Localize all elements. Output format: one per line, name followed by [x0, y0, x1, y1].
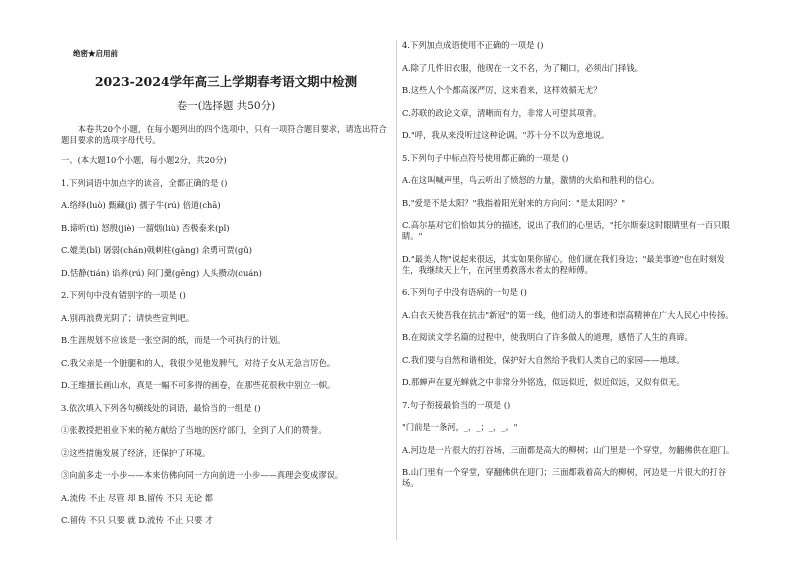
q4-stem: 4.下列加点成语使用不正确的一项是 () — [402, 40, 544, 50]
secret-mark: 绝密★启用前 — [73, 49, 118, 58]
q2-option-d: D.王维擅长画山水，真是一幅不可多得的画卷，在那些花很秋中别立一帜。 — [61, 380, 336, 390]
q7-stem: 7.句子衔接最恰当的一项是 () — [402, 399, 511, 410]
q1-stem: 1.下列词语中加点字的读音，全都正确的是 () — [61, 177, 228, 188]
left-column — [61, 40, 391, 538]
q3-sentence-2: ②这些措施发展了经济，还保护了环境。 — [61, 447, 211, 458]
q6-option-b: B.在阅读文学名篇的过程中，使我明白了许多做人的道理，感悟了人生的真谛。 — [402, 332, 693, 342]
q1-option-d: D.恬静(tián) 谄养(rú) 闷门羹(gēng) 人头攒动(cuán) — [61, 267, 262, 278]
q2-stem: 2.下列句中没有错别字的一项是 () — [61, 290, 186, 300]
q5-option-c: C.高尔基对它们恰如其分的描述，说出了我们的心里话，"托尔斯泰这时眼睛里有一百只眼睛。" — [402, 220, 730, 241]
section-heading: 一、(本大题10个小题，每小题2分，共20分) — [61, 155, 227, 165]
q1-option-c: C.媲美(bǐ) 孱弱(chán)戟刺柱(gàng) 余勇可贾(gǔ) — [61, 245, 252, 255]
q2-option-a: A.别再浪费光阴了；请快些宣判吧。 — [61, 312, 195, 323]
q1-option-a: A.络绎(luò) 甄藏(jì) 孺子牛(rú) 倍道(chā) — [61, 200, 221, 210]
right-column — [402, 40, 736, 501]
q3-stem: 3.依次填入下列各句横线处的词语，最恰当的一组是 () — [61, 402, 261, 413]
page-title: 2023-2024学年高三上学期春考语文期中检测 — [94, 74, 358, 89]
q7-option-b: B.山门里有一个穿堂，穿翻佛供在迎门；三面都栽着高大的柳树，河边是一片很大的打谷场。 — [402, 467, 727, 488]
page-subtitle: 卷一(选择题 共50分) — [176, 100, 276, 112]
q4-option-a: A.除了几件旧衣服，他现在一文不名，为了糊口，必须出门择钱。 — [402, 62, 643, 73]
q3-options-cd: C.留传 不只 只要 就 D.流传 不止 只要 才 — [61, 515, 214, 525]
q5-option-d: D."最美人物"说起来很远，其实如果你留心，他们就在我们身边；"最美事迹"也在时刻发生，我继续天上午，在河里勇救落水者太的程师傅。 — [402, 253, 725, 275]
q3-sentence-3: ③向前多走一小步——本来仿佛向同一方向前进一小步——真理会变成谬误。 — [61, 470, 344, 480]
q7-quote: "门前是一条河，_，_；_，_。" — [402, 422, 518, 432]
q5-stem: 5.下列句子中标点符号使用都正确的一项是 () — [402, 152, 569, 163]
q3-sentence-1: ①张教授把祖业下来的秘方献给了当地的医疗部门，全到了人们的赞誉。 — [61, 425, 327, 435]
q5-option-b: B."爱是不是太阳？"我指着阳光射来的方向问："是太阳吗？" — [402, 197, 626, 208]
q6-stem: 6.下列句子中没有语病的一句是 () — [402, 287, 527, 297]
q3-options-ab: A.流传 不止 尽管 却 B.留传 不只 无论 都 — [61, 492, 213, 503]
q6-option-a: A.白衣天使吾我在抗击"新冠"的第一线，他们动人的事迹和崇高精神在广大人民心中传扬。 — [402, 309, 734, 320]
q2-option-c: C.我父亲是一个脏腿和的人，我很少见他发脾气，对待子女从无急言厉色。 — [61, 357, 336, 368]
instructions: 本卷共20个小题，在每小题列出的四个选项中，只有一项符合题目要求，请选出符合题目要求的选项字母代号。 — [61, 124, 387, 145]
column-divider — [396, 40, 397, 540]
q5-option-a: A.在这叫喊声里，鸟云听出了愤怒的力量，激情的火焰和胜利的信心。 — [402, 175, 660, 185]
q4-option-d: D."呼，我从来没听过这种论调。"苏十分不以为意地说。 — [402, 130, 610, 140]
q6-option-c: C.我们要与自然和谐相处，保护好大自然给予我们人类自己的家园——地球。 — [402, 354, 685, 365]
q6-option-d: D.那蝉声在夏光蝉就之中非常分外铭选，似远似近，似近似远，又似有似无。 — [402, 377, 685, 387]
q4-option-c: C.苏联的政论文章，清晰而有力，非常人可望其项背。 — [402, 107, 602, 118]
q2-option-b: B.生涯规划不应该是一张空洞的纸，而是一个可执行的计划。 — [61, 335, 286, 345]
q7-option-a: A.河边是一片很大的打谷场，三面都是高大的柳树；山门里是一个穿堂，勿翻佛供在迎门。 — [402, 444, 735, 455]
q4-option-b: B.这些人个个都高深严厉，这来看来，这样效循无尤？ — [402, 85, 602, 95]
q1-option-b: B.谛听(tì) 怒殷(jiè) 一溜烟(liù) 否极泰来(pǐ) — [61, 222, 230, 233]
